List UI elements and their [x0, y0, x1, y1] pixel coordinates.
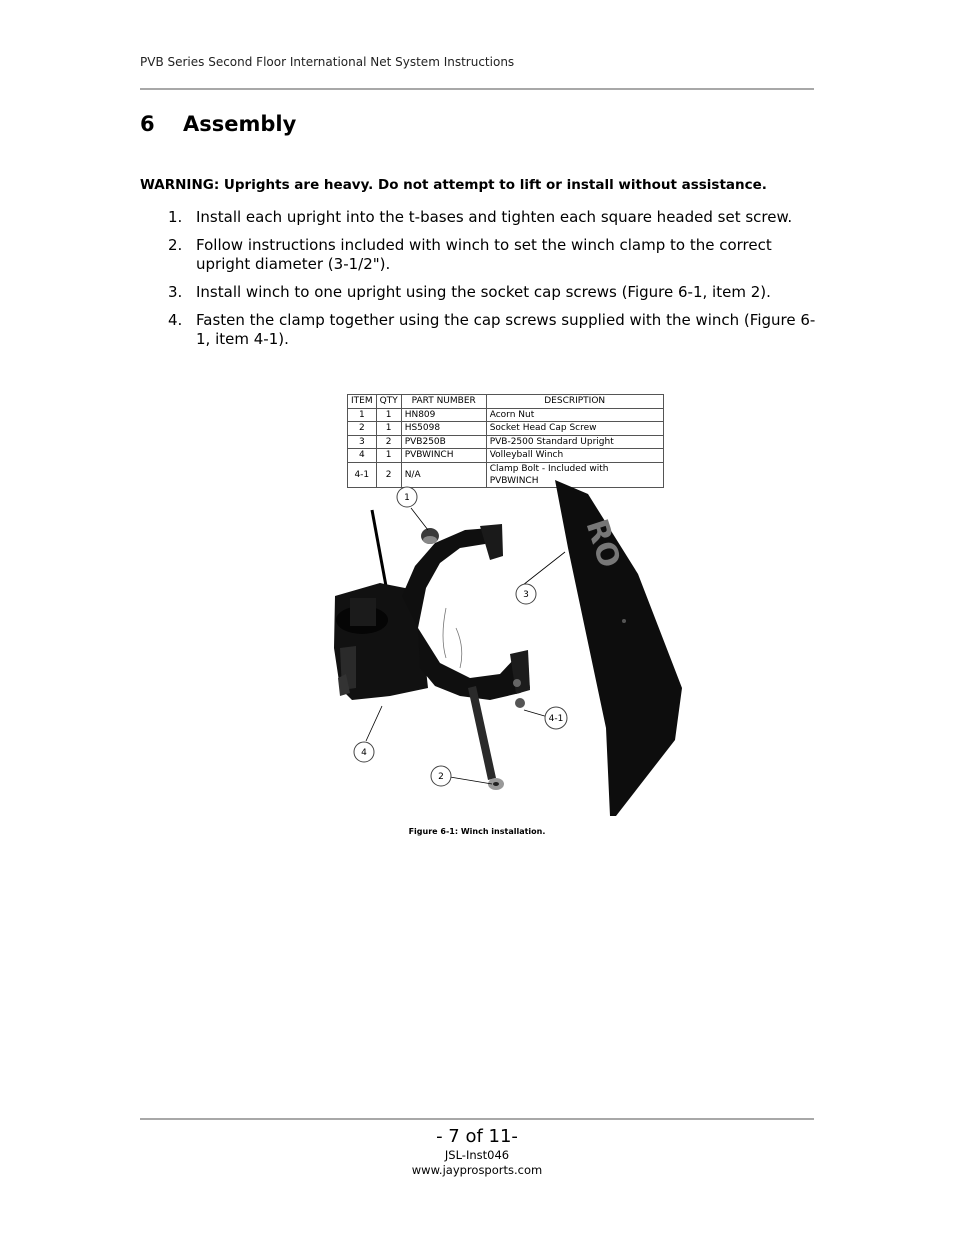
table-cell: 1 [376, 449, 401, 463]
table-cell: PVBWINCH [401, 449, 486, 463]
parts-table [347, 394, 664, 488]
table-row [348, 449, 664, 463]
section-number: 6 [140, 112, 155, 136]
callout-1: 1 [404, 493, 410, 503]
table-cell: HN809 [401, 408, 486, 422]
column-header: ITEM [348, 395, 377, 409]
callout-4-1: 4-1 [548, 714, 564, 724]
warning-text: WARNING: Uprights are heavy. Do not attempt to lift or install without assistance. [140, 177, 767, 193]
step-number: 3. [168, 283, 183, 301]
callout-2: 2 [438, 772, 444, 782]
upper-clamp [402, 528, 498, 628]
table-row [348, 422, 664, 436]
table-cell: 4 [348, 449, 377, 463]
table-cell: PVB250B [401, 435, 486, 449]
winch-installation-figure [320, 478, 700, 823]
table-cell: PVB-2500 Standard Upright [486, 435, 663, 449]
assembly-steps [140, 208, 820, 358]
step-text: Follow instructions included with winch to set the winch clamp to the correct upright diameter (3-1/2"). [196, 236, 772, 273]
table-cell: 3 [348, 435, 377, 449]
step-item [140, 283, 820, 302]
table-cell: N/A [401, 462, 486, 487]
table-row [348, 408, 664, 422]
page-header: PVB Series Second Floor International Net System Instructions [140, 55, 515, 69]
step-text: Install winch to one upright using the socket cap screws (Figure 6-1, item 2). [196, 283, 771, 301]
upright-drawing [555, 480, 682, 816]
table-cell: 1 [376, 422, 401, 436]
cap-screw-drawing [468, 686, 496, 780]
section-title: Assembly [183, 112, 297, 136]
column-header: QTY [376, 395, 401, 409]
page-number: - 7 of 11- [436, 1126, 518, 1147]
step-text: Install each upright into the t-bases and tighten each square headed set screw. [196, 208, 793, 226]
step-number: 2. [168, 236, 183, 254]
step-number: 1. [168, 208, 183, 226]
callout-3: 3 [523, 590, 529, 600]
step-item [140, 311, 820, 349]
callout-4: 4 [361, 748, 367, 758]
step-text: Fasten the clamp together using the cap screws supplied with the winch (Figure 6-1, item 4-1). [196, 311, 816, 348]
document-id: JSL-Inst046 [444, 1148, 510, 1162]
table-cell: 4-1 [348, 462, 377, 487]
step-item [140, 208, 820, 227]
table-cell: 2 [348, 422, 377, 436]
step-number: 4. [168, 311, 183, 329]
table-cell: Acorn Nut [486, 408, 663, 422]
table-cell: 1 [376, 408, 401, 422]
table-cell: 2 [376, 435, 401, 449]
table-cell: Socket Head Cap Screw [486, 422, 663, 436]
winch-cable [372, 510, 386, 586]
upright-logo: RO [578, 515, 627, 573]
figure-caption: Figure 6-1: Winch installation. [408, 827, 546, 836]
column-header: PART NUMBER [401, 395, 486, 409]
table-row [348, 435, 664, 449]
section-heading [140, 112, 296, 136]
table-cell: Volleyball Winch [486, 449, 663, 463]
table-cell: 2 [376, 462, 401, 487]
table-header-row [348, 395, 664, 409]
table-cell: 1 [348, 408, 377, 422]
table-cell: Clamp Bolt - Included with PVBWINCH [486, 462, 663, 487]
step-item [140, 236, 820, 274]
clamp-bolt-drawing [513, 679, 521, 687]
column-header: DESCRIPTION [486, 395, 663, 409]
website-url: www.jayprosports.com [411, 1163, 543, 1177]
header-rule [140, 88, 814, 90]
table-cell: HS5098 [401, 422, 486, 436]
footer-rule [140, 1118, 814, 1120]
